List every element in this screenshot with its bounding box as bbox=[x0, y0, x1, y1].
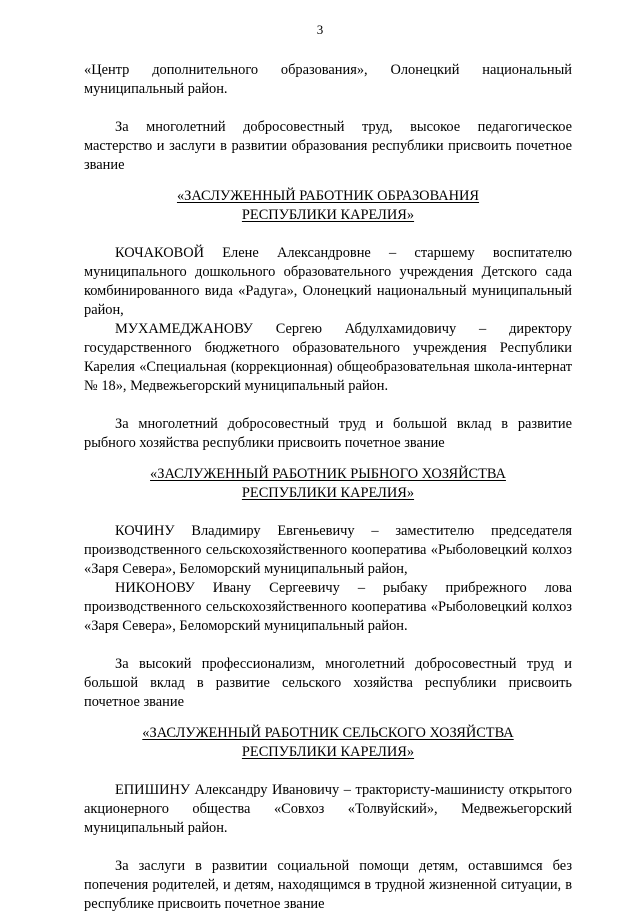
award-title-agriculture bbox=[84, 724, 572, 762]
award-title-education bbox=[84, 187, 572, 225]
award-title-line: РЕСПУБЛИКИ КАРЕЛИЯ» bbox=[241, 485, 415, 501]
document-body bbox=[84, 61, 572, 914]
paragraph-gap bbox=[84, 225, 572, 244]
award-title-line: «ЗАСЛУЖЕННЫЙ РАБОТНИК ОБРАЗОВАНИЯ bbox=[176, 188, 480, 204]
paragraph-gap bbox=[84, 762, 572, 781]
award-intro-fishery: За многолетний добросовестный труд и большой вклад в развитие рыбного хозяйства республики присвоить почетное звание bbox=[84, 416, 572, 451]
paragraph-gap bbox=[84, 636, 572, 655]
paragraph-gap bbox=[84, 453, 572, 465]
paragraph-gap bbox=[84, 838, 572, 857]
awardee-kochakova: КОЧАКОВОЙ Елене Александровне – старшему воспитателю муниципального дошкольного образовательного учреждения Детского сада комбинированного вида «Радуга», Олонецкий национальный муниципальный район, bbox=[84, 245, 572, 318]
award-title-line: РЕСПУБЛИКИ КАРЕЛИЯ» bbox=[241, 744, 415, 760]
paragraph-gap bbox=[84, 175, 572, 187]
award-title-line: «ЗАСЛУЖЕННЫЙ РАБОТНИК СЕЛЬСКОГО ХОЗЯЙСТВА bbox=[142, 725, 514, 741]
paragraph-gap bbox=[84, 503, 572, 522]
award-title-line: РЕСПУБЛИКИ КАРЕЛИЯ» bbox=[241, 207, 415, 223]
paragraph-gap bbox=[84, 396, 572, 415]
paragraph-gap bbox=[84, 99, 572, 118]
awardee-kochin: КОЧИНУ Владимиру Евгеньевичу – заместителю председателя производственного сельскохозяйственного кооператива «Рыболовецкий колхоз «Заря Севера», Беломорский муниципальный район, bbox=[84, 523, 572, 577]
award-title-line: «ЗАСЛУЖЕННЫЙ РАБОТНИК РЫБНОГО ХОЗЯЙСТВА bbox=[150, 466, 506, 482]
awardee-epishin: ЕПИШИНУ Александру Ивановичу – трактористу-машинисту открытого акционерного общества «Совхоз «Толвуйский», Медвежьегорский муниципальный район. bbox=[84, 782, 572, 836]
awardee-mukhamedzhanov: МУХАМЕДЖАНОВУ Сергею Абдулхамидовичу – директору государственного бюджетного образовательного учреждения Республики Карелия «Специальная (коррекционная) общеобразовательная школа-интернат № 18», Медвежьегорский муниципальный район. bbox=[84, 321, 572, 394]
awardee-nikonov: НИКОНОВУ Ивану Сергеевичу – рыбаку прибрежного лова производственного сельскохозяйственного кооператива «Рыболовецкий колхоз «Заря Севера», Беломорский муниципальный район. bbox=[84, 580, 572, 634]
page-number: 3 bbox=[316, 22, 324, 37]
award-title-fishery bbox=[84, 465, 572, 503]
paragraph-gap bbox=[84, 712, 572, 724]
award-intro-agriculture: За высокий профессионализм, многолетний добросовестный труд и большой вклад в развитие сельского хозяйства республики присвоить почетное звание bbox=[84, 656, 572, 710]
paragraph-continuation: «Центр дополнительного образования», Олонецкий национальный муниципальный район. bbox=[84, 62, 572, 97]
award-intro-education: За многолетний добросовестный труд, высокое педагогическое мастерство и заслуги в развитии образования республики присвоить почетное звание bbox=[84, 119, 572, 173]
award-intro-social: За заслуги в развитии социальной помощи детям, оставшимся без попечения родителей, и детям, находящимся в трудной жизненной ситуации, в республике присвоить почетное звание bbox=[84, 858, 572, 912]
